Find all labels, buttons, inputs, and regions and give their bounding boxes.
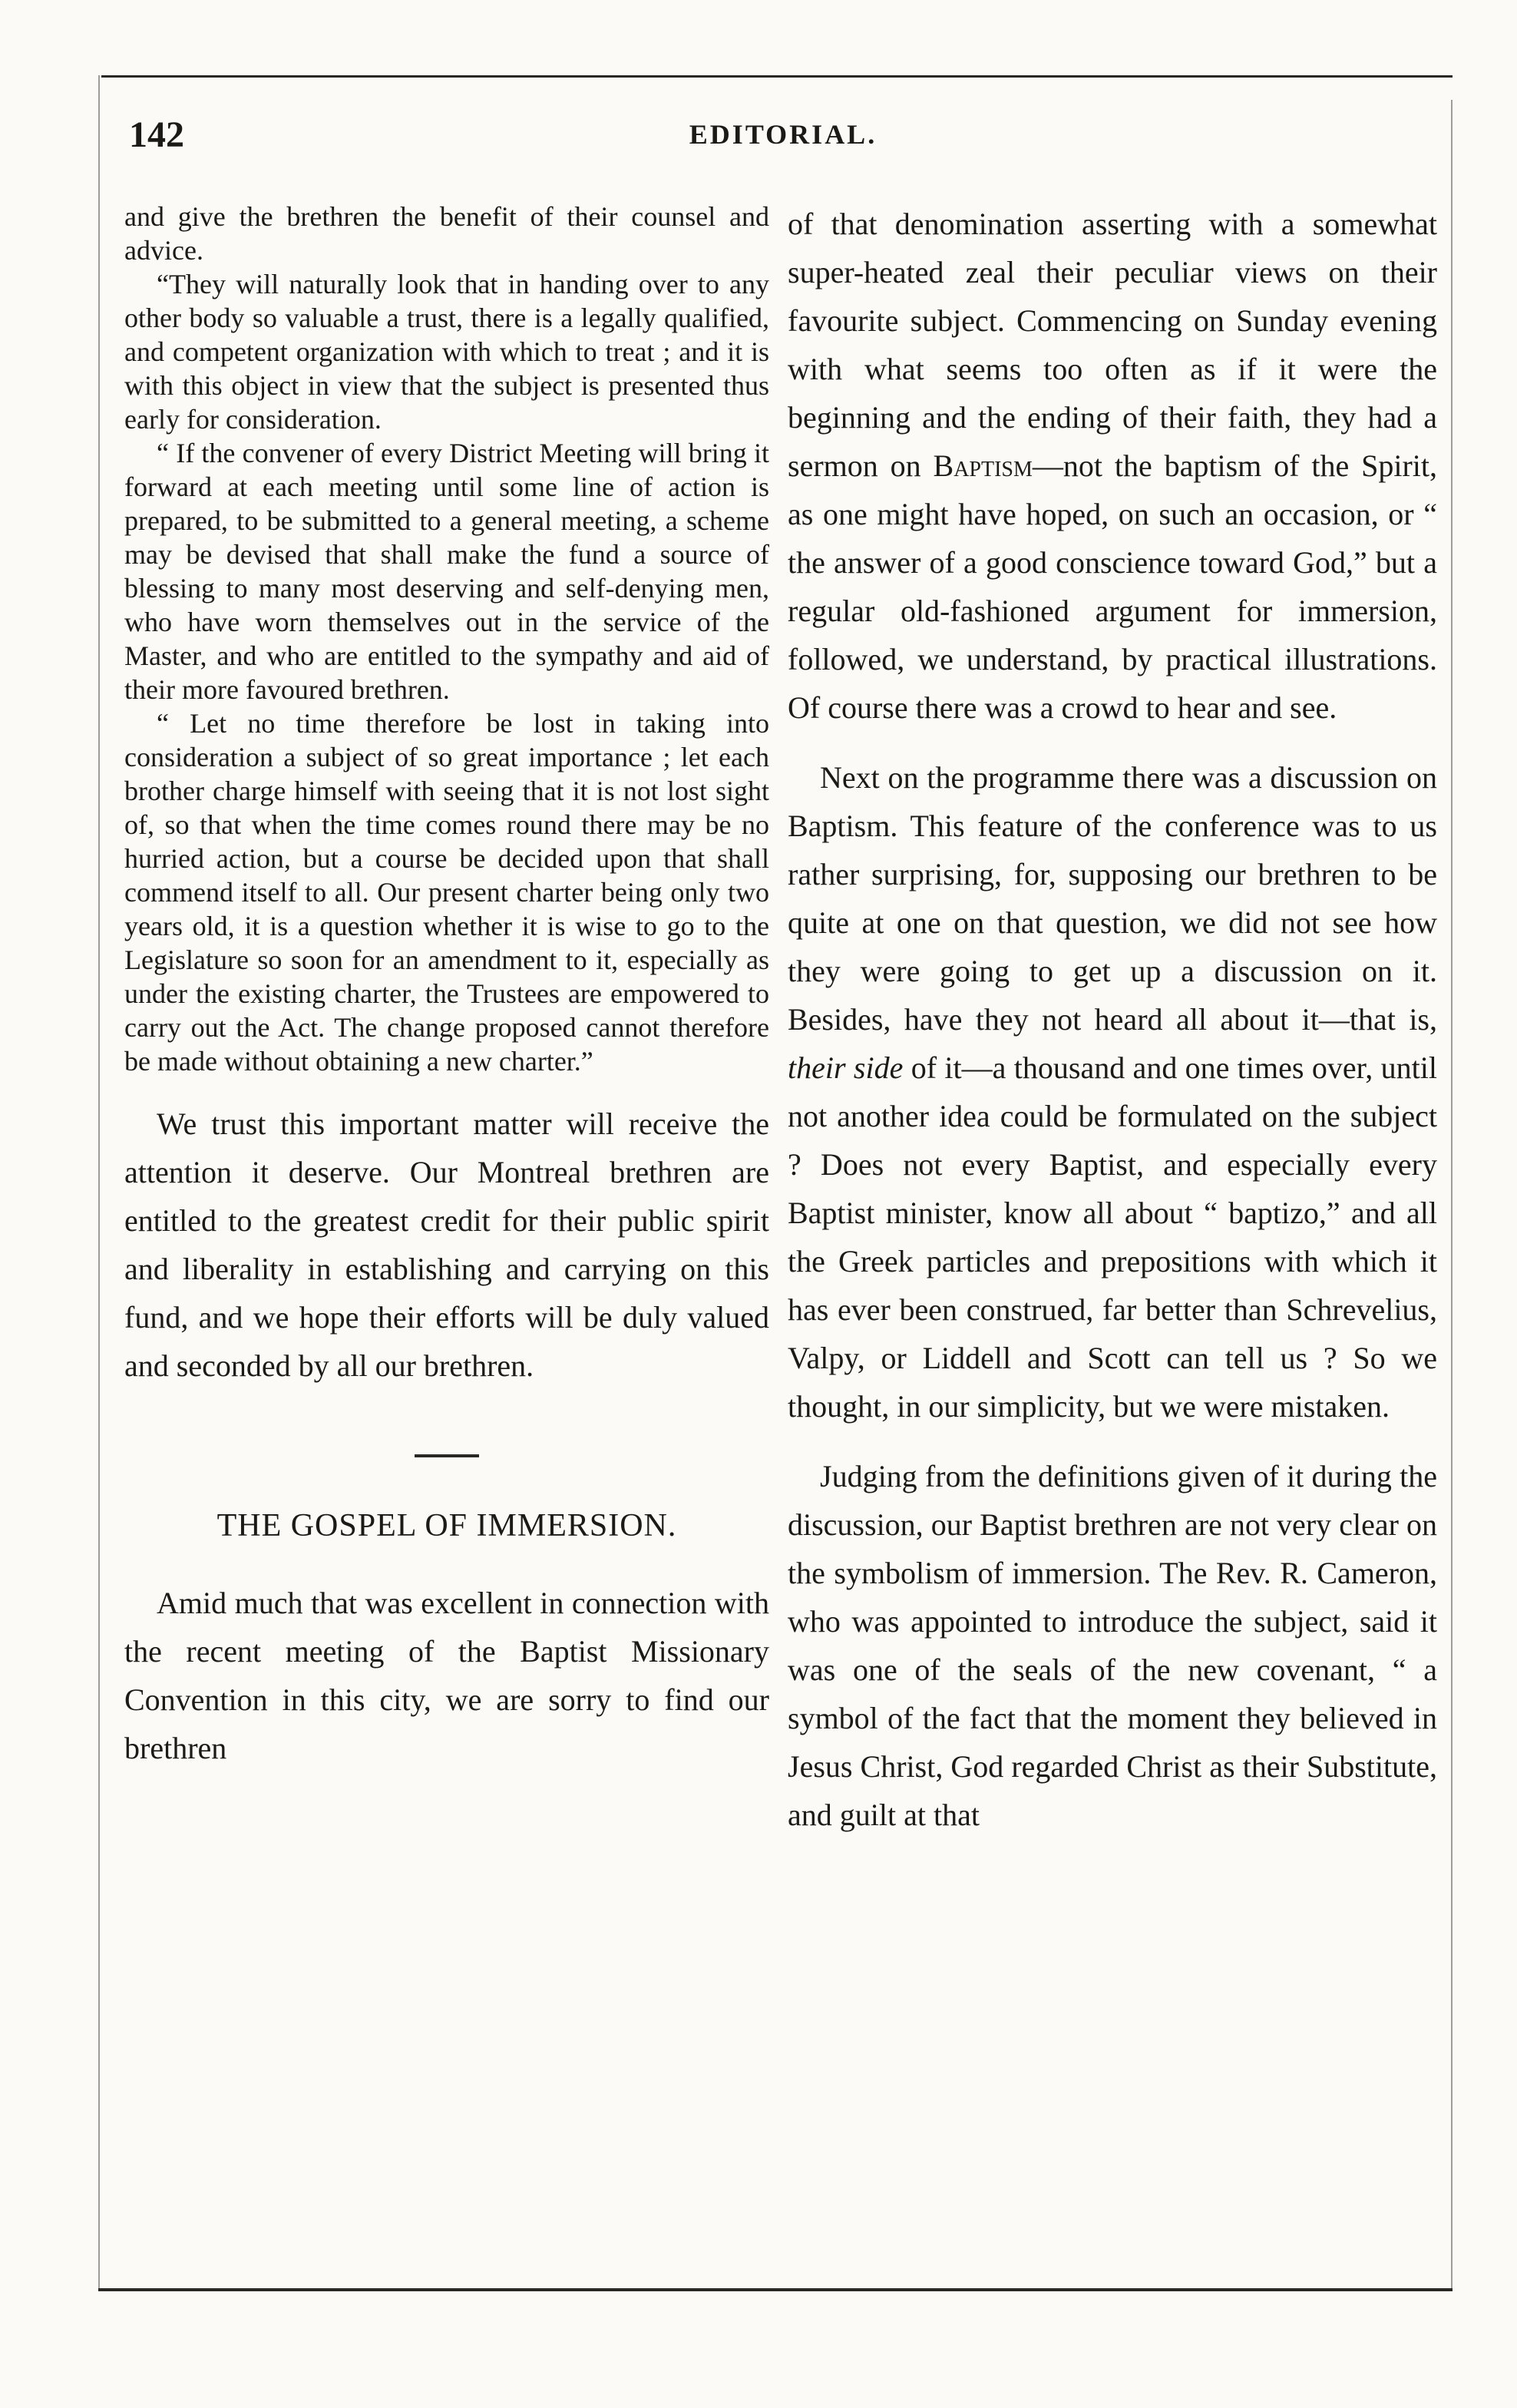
left-column bbox=[124, 200, 769, 1772]
quoted-paragraph: “They will naturally look that in handing over to any other body so valuable a trust, there is a legally qualified, and competent organization with which to treat ; and it is with this object in view that the subject is presented thus early for consideration. bbox=[124, 269, 769, 435]
text-run: Next on the programme there was a discussion on Baptism. This feature of the conference was to us rather surprising, for, supposing our brethren to be quite at one on that question, we did not see how they were going to get up a discussion on it. Besides, have they not heard all about it—that is, bbox=[788, 760, 1437, 1037]
running-head: EDITORIAL. bbox=[689, 119, 877, 150]
text-run: —not the baptism of the Spirit, as one might have hoped, on such an occasion, or “ the answer of a good conscience toward God,” but a regular old-fashioned argument for immersion, followed, we understand, by practical illustrations. Of course there was a crowd to hear and see. bbox=[788, 448, 1437, 725]
section-divider bbox=[415, 1454, 479, 1457]
smallcaps-term: Baptism bbox=[933, 448, 1033, 483]
top-rule bbox=[101, 75, 1453, 78]
italic-phrase: their side bbox=[788, 1050, 904, 1085]
right-border bbox=[1451, 100, 1453, 2288]
section-title: THE GOSPEL OF IMMERSION. bbox=[216, 1508, 677, 1543]
paragraph bbox=[788, 200, 1437, 732]
quoted-paragraph: “ If the convener of every District Meeting will bring it forward at each meeting until some line of action is prepared, to be submitted to a general meeting, a scheme may be devised that shall make the fund a source of blessing to many most deserving and self-denying men, who have worn themselves out in the service of the Master, and who are entitled to the sympathy and aid of their more favoured brethren. bbox=[124, 438, 769, 705]
bottom-rule bbox=[98, 2288, 1453, 2291]
left-border bbox=[98, 75, 100, 2290]
paragraph: We trust this important matter will receive the attention it deserve. Our Montreal brethren are entitled to the greatest credit for their public spirit and liberality in establishing and carrying on this fund, and we hope their efforts will be duly valued and seconded by all our brethren. bbox=[124, 1106, 769, 1383]
paragraph: and give the brethren the benefit of their counsel and advice. bbox=[124, 201, 769, 266]
page-number: 142 bbox=[129, 114, 184, 155]
paragraph bbox=[788, 753, 1437, 1431]
text-run: of that denomination asserting with a somewhat super-heated zeal their peculiar views on their favourite subject. Commencing on Sunday evening with what seems too often as if it were the beginning and the ending of their faith, they had a sermon on bbox=[788, 207, 1437, 483]
quoted-paragraph: “ Let no time therefore be lost in taking into consideration a subject of so great importance ; let each brother charge himself with seeing that it is not lost sight of, so that when the time comes round there may be no hurried action, but a course be decided upon that shall commend itself to all. Our present charter being only two years old, it is a question whether it is wise to go to the Legislature so soon for an amendment to it, especially as under the existing charter, the Trustees are empowered to carry out the Act. The change proposed cannot therefore be made without obtaining a new charter.” bbox=[124, 708, 769, 1077]
page-header bbox=[123, 114, 1443, 160]
paragraph: Amid much that was excellent in connection with the recent meeting of the Baptist Missionary Convention in this city, we are sorry to find our brethren bbox=[124, 1586, 769, 1765]
right-column bbox=[788, 200, 1437, 1839]
text-run: of it—a thousand and one times over, until not another idea could be formulated on the subject ? Does not every Baptist, and especially every Baptist minister, know all about “ baptizo,” and all the Greek particles and prepositions with which it has ever been construed, far better than Schrevelius, Valpy, or Liddell and Scott can tell us ? So we thought, in our simplicity, but we were mistaken. bbox=[788, 1050, 1438, 1424]
paragraph: Judging from the definitions given of it during the discussion, our Baptist brethren are not very clear on the symbolism of immersion. The Rev. R. Cameron, who was appointed to introduce the subject, said it was one of the seals of the new covenant, “ a symbol of the fact that the moment they believed in Jesus Christ, God regarded Christ as their Substitute, and guilt at that bbox=[788, 1459, 1437, 1832]
